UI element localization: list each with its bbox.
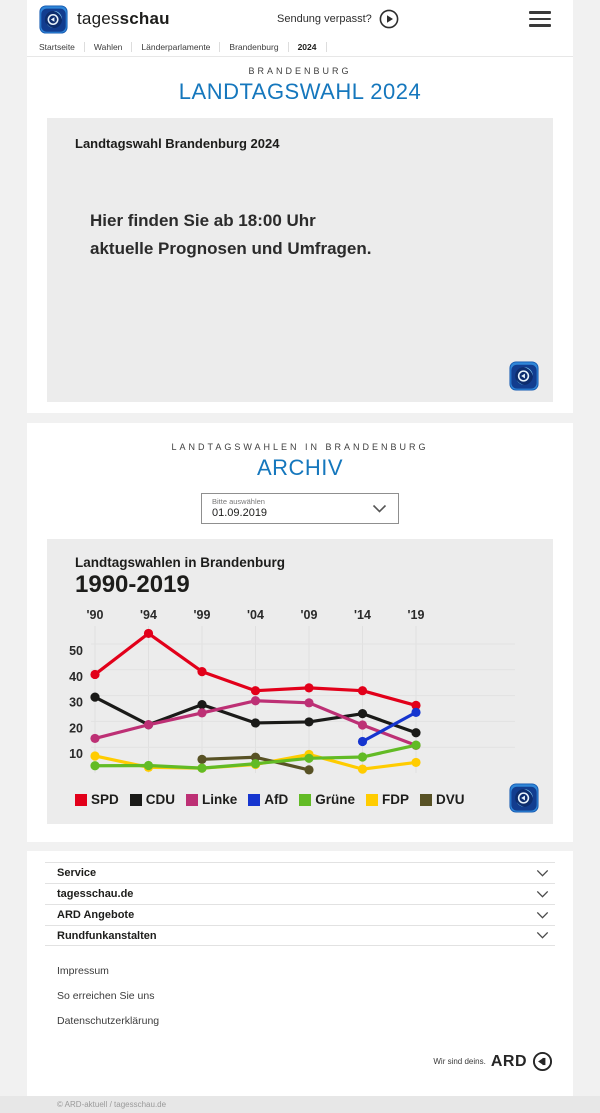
section-kicker: BRANDENBURG bbox=[248, 66, 352, 76]
svg-text:'94: '94 bbox=[140, 608, 157, 622]
page-title: LANDTAGSWAHL 2024 bbox=[178, 79, 422, 104]
svg-text:20: 20 bbox=[69, 721, 83, 736]
legend-item-gr-ne bbox=[299, 792, 355, 807]
select-label: Bitte auswählen bbox=[212, 497, 265, 506]
play-icon[interactable] bbox=[379, 9, 399, 29]
legend-label: FDP bbox=[382, 792, 410, 807]
archive-section bbox=[27, 423, 573, 842]
legend-label: Grüne bbox=[315, 792, 356, 807]
legend-swatch bbox=[130, 794, 142, 806]
svg-text:'90: '90 bbox=[86, 608, 104, 622]
legend-swatch bbox=[420, 794, 432, 806]
prognosis-message: Hier finden Sie ab 18:00 Uhr aktuelle Prognosen und Umfragen. bbox=[90, 211, 372, 259]
legend-item-spd bbox=[75, 792, 119, 807]
accordion-row-service[interactable] bbox=[45, 862, 555, 883]
footer bbox=[27, 851, 573, 1096]
accordion-label: Rundfunkanstalten bbox=[57, 929, 157, 942]
svg-text:40: 40 bbox=[69, 669, 83, 684]
legend-item-dvu bbox=[420, 792, 465, 807]
chevron-down-icon bbox=[536, 869, 549, 878]
ard-corner-logo-icon bbox=[509, 361, 539, 391]
svg-text:50: 50 bbox=[69, 644, 83, 658]
legend-item-cdu bbox=[130, 792, 175, 807]
breadcrumb-item-startseite[interactable]: Startseite bbox=[39, 42, 85, 52]
legend-label: AfD bbox=[264, 792, 289, 807]
accordion-label: ARD Angebote bbox=[57, 909, 135, 921]
legend-item-afd bbox=[248, 792, 288, 807]
ard-1-logo-icon bbox=[532, 1051, 553, 1072]
breadcrumb-item-brandenburg[interactable]: Brandenburg bbox=[220, 42, 288, 52]
footer-link-datenschutzerkl-rung[interactable]: Datenschutzerklärung bbox=[57, 1015, 160, 1027]
svg-text:30: 30 bbox=[69, 695, 83, 710]
chart-legend bbox=[75, 792, 525, 807]
tagesschau-logo-icon[interactable] bbox=[39, 5, 68, 34]
prognosis-card bbox=[47, 118, 553, 402]
chevron-down-icon bbox=[536, 931, 549, 940]
legend-label: Linke bbox=[202, 792, 238, 807]
ard-corner-logo-icon bbox=[509, 783, 539, 813]
archive-kicker: LANDTAGSWAHLEN IN BRANDENBURG bbox=[171, 442, 429, 452]
svg-text:'19: '19 bbox=[407, 608, 425, 622]
legend-item-linke bbox=[186, 792, 237, 807]
legend-label: DVU bbox=[436, 792, 465, 807]
sendung-verpasst-link[interactable] bbox=[277, 9, 399, 29]
archive-date-select[interactable] bbox=[201, 493, 399, 524]
legend-item-fdp bbox=[366, 792, 409, 807]
accordion-row-ard-angebote[interactable] bbox=[45, 904, 555, 925]
legend-swatch bbox=[248, 794, 260, 806]
accordion-label: tagesschau.de bbox=[57, 888, 134, 900]
breadcrumb-item-wahlen[interactable]: Wahlen bbox=[85, 42, 133, 52]
section-divider bbox=[0, 842, 600, 851]
svg-text:10: 10 bbox=[69, 747, 83, 762]
legend-swatch bbox=[366, 794, 378, 806]
select-value: 01.09.2019 bbox=[212, 507, 268, 519]
accordion-row-tagesschau-de[interactable] bbox=[45, 883, 555, 904]
ard-claim: Wir sind deins. bbox=[433, 1057, 486, 1066]
header bbox=[27, 0, 573, 57]
legend-swatch bbox=[75, 794, 87, 806]
section-divider bbox=[0, 413, 600, 423]
chart-subtitle: 1990-2019 bbox=[75, 571, 190, 598]
breadcrumb-item-l-nderparlamente[interactable]: Länderparlamente bbox=[132, 42, 220, 52]
footer-links bbox=[45, 959, 555, 1034]
election-results-line-chart bbox=[55, 605, 525, 790]
svg-text:'09: '09 bbox=[300, 608, 318, 622]
prognosis-card-title: Landtagswahl Brandenburg 2024 bbox=[75, 136, 280, 151]
legend-swatch bbox=[299, 794, 311, 806]
footer-link-impressum[interactable]: Impressum bbox=[57, 965, 109, 977]
copyright-bar bbox=[0, 1096, 600, 1113]
svg-text:'99: '99 bbox=[193, 608, 211, 622]
accordion-label: Service bbox=[57, 867, 97, 879]
hamburger-menu-icon[interactable] bbox=[529, 11, 551, 31]
chevron-down-icon bbox=[536, 890, 549, 899]
ard-brand: ARD bbox=[490, 1052, 527, 1070]
ard-brandline bbox=[433, 1051, 553, 1072]
chevron-down-icon bbox=[372, 504, 387, 514]
chart-title: Landtagswahlen in Brandenburg bbox=[75, 555, 286, 570]
footer-accordion bbox=[45, 862, 555, 946]
legend-label: CDU bbox=[145, 792, 176, 807]
header-logo-row bbox=[27, 0, 573, 38]
accordion-row-rundfunkanstalten[interactable] bbox=[45, 925, 555, 946]
archive-title: ARCHIV bbox=[256, 455, 344, 480]
chevron-down-icon bbox=[536, 911, 549, 920]
legend-label: SPD bbox=[91, 792, 119, 807]
archive-chart-card bbox=[47, 539, 553, 824]
breadcrumb bbox=[27, 38, 573, 57]
election-2024-section bbox=[27, 57, 573, 413]
sendung-verpasst-label: Sendung verpasst? bbox=[277, 13, 372, 25]
svg-text:'04: '04 bbox=[247, 608, 264, 622]
legend-swatch bbox=[186, 794, 198, 806]
tagesschau-wordmark[interactable]: tagesschau bbox=[77, 9, 170, 28]
svg-text:'14: '14 bbox=[354, 608, 371, 622]
copyright-text: © ARD-aktuell / tagesschau.de bbox=[57, 1100, 167, 1109]
footer-link-so-erreichen-sie-uns[interactable]: So erreichen Sie uns bbox=[57, 990, 155, 1002]
breadcrumb-item-2024[interactable]: 2024 bbox=[289, 42, 327, 52]
